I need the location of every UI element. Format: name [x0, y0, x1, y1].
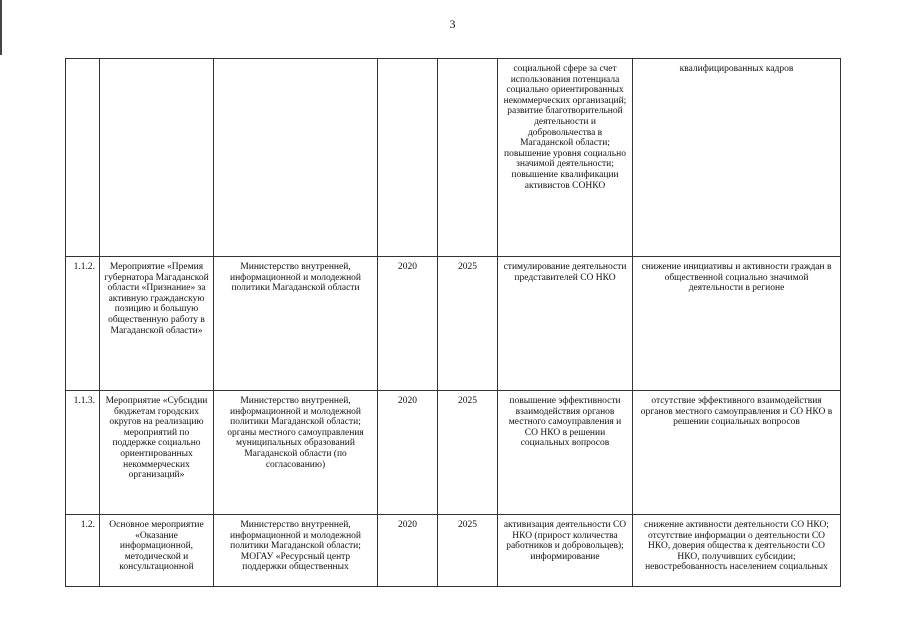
end-year: 2025 [438, 391, 498, 515]
page-number: 3 [449, 17, 456, 31]
table-row [66, 257, 841, 391]
table-row [66, 515, 841, 587]
end-year: 2025 [438, 257, 498, 391]
expected-result: повышение эффективности взаимодействия органов местного самоуправления и СО НКО в решении социальных вопросов [498, 391, 633, 515]
start-year: 2020 [378, 257, 438, 391]
executor: Министерство внутренней, информационной и молодежной политики Магаданской области [214, 257, 378, 391]
consequences: снижение активности деятельности СО НКО; отсутствие информации о деятельности СО НКО, доверия общества к деятельности СО НКО, получивших субсидии; невостребованность населением социальных [633, 515, 841, 587]
row-number [66, 59, 100, 257]
executor [214, 59, 378, 257]
table-row [66, 59, 841, 257]
measure-name: Мероприятие «Премия губернатора Магаданской области «Признание» за активную гражданскую позицию и большую общественную работу в Магаданской области» [100, 257, 214, 391]
end-year [438, 59, 498, 257]
measures-table [65, 58, 841, 587]
measure-name [100, 59, 214, 257]
row-number: 1.2. [66, 515, 100, 587]
consequences: отсутствие эффективного взаимодействия органов местного самоуправления и СО НКО в решении социальных вопросов [633, 391, 841, 515]
end-year: 2025 [438, 515, 498, 587]
table-row [66, 391, 841, 515]
measure-name: Мероприятие «Субсидии бюджетам городских округов на реализацию мероприятий по поддержке социально ориентированных некоммерческих организаций» [100, 391, 214, 515]
expected-result: социальной сфере за счет использования потенциала социально ориентированных некоммерческих организаций; развитие благотворительной деятельности и добровольчества в Магаданской области; повышение уровня социально значимой деятельности; повышение квалификации активистов СОНКО [498, 59, 633, 257]
expected-result: активизация деятельности СО НКО (прирост количества работников и добровольцев); информирование [498, 515, 633, 587]
start-year: 2020 [378, 515, 438, 587]
consequences: снижение инициативы и активности граждан в общественной социально значимой деятельности в регионе [633, 257, 841, 391]
executor: Министерство внутренней, информационной и молодежной политики Магаданской области; органы местного самоуправления муниципальных образований Магаданской области (по согласованию) [214, 391, 378, 515]
expected-result: стимулирование деятельности представителей СО НКО [498, 257, 633, 391]
consequences: квалифицированных кадров [633, 59, 841, 257]
row-number: 1.1.3. [66, 391, 100, 515]
start-year: 2020 [378, 391, 438, 515]
row-number: 1.1.2. [66, 257, 100, 391]
executor: Министерство внутренней, информационной и молодежной политики Магаданской области; МОГАУ «Ресурсный центр поддержки общественных [214, 515, 378, 587]
start-year [378, 59, 438, 257]
measure-name: Основное мероприятие «Оказание информационной, методической и консультационной [100, 515, 214, 587]
